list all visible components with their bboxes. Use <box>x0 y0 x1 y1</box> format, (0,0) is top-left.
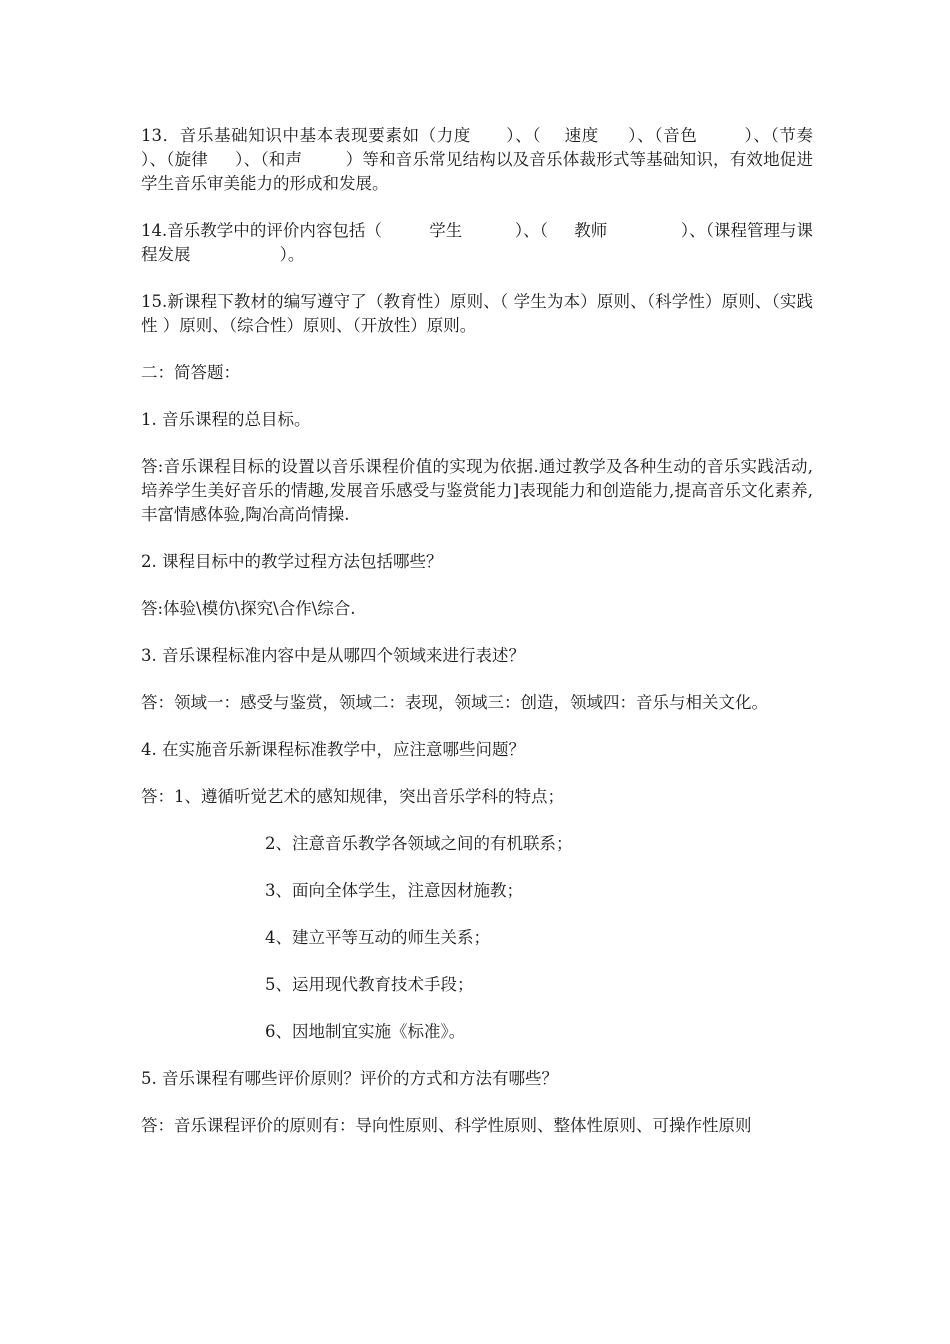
short-question-3: 3. 音乐课程标准内容中是从哪四个领域来进行表述？ <box>141 646 525 665</box>
short-answer-1: 答:音乐课程目标的设置以音乐课程价值的实现为依据.通过教学及各种生动的音乐实践活动,培养学生美好音乐的情趣,发展音乐感受与鉴赏能力]表现能力和创造能力,提高音乐文化素养,丰富情感体验,陶冶高尚情操. <box>141 457 813 524</box>
question-15: 15.新课程下教材的编写遵守了（教育性）原则、（ 学生为本）原则、（科学性）原则、（实践性 ）原则、（综合性）原则、（开放性）原则。 <box>141 292 813 335</box>
short-answer-4-item-4: 4、建立平等互动的师生关系； <box>265 928 490 947</box>
short-question-2: 2. 课程目标中的教学过程方法包括哪些？ <box>141 552 443 571</box>
question-14: 14.音乐教学中的评价内容包括（ 学生 ）、（ 教师 ）、（课程管理与课程发展 ）。 <box>141 221 813 264</box>
short-answer-4-item-1: 答：1、遵循听觉艺术的感知规律，突出音乐学科的特点； <box>141 787 564 806</box>
short-question-5: 5. 音乐课程有哪些评价原则？评价的方式和方法有哪些？ <box>141 1069 558 1088</box>
short-answer-4-item-3: 3、面向全体学生，注意因材施教； <box>265 881 523 900</box>
section-title-short-answer: 二：简答题： <box>141 363 240 382</box>
short-answer-3: 答：领域一：感受与鉴赏，领域二：表现，领域三：创造，领域四：音乐与相关文化。 <box>141 693 768 712</box>
short-answer-2: 答:体验\模仿\探究\合作\综合. <box>141 599 356 618</box>
short-answer-4-item-5: 5、运用现代教育技术手段； <box>265 975 474 994</box>
document-body <box>141 124 834 1161</box>
short-question-1: 1. 音乐课程的总目标。 <box>141 410 311 429</box>
short-answer-4-item-6: 6、因地制宜实施《标准》。 <box>265 1022 466 1041</box>
short-question-4: 4. 在实施音乐新课程标准教学中，应注意哪些问题？ <box>141 740 525 759</box>
short-answer-4-item-2: 2、注意音乐教学各领域之间的有机联系； <box>265 834 573 853</box>
question-13: 13．音乐基础知识中基本表现要素如（力度 ）、（ 速度 ）、（音色 ）、（节奏 ）、（旋律 ）、（和声 ）等和音乐常见结构以及音乐体裁形式等基础知识，有效地促进学生音乐审美能力的形成和发展。 <box>141 126 834 193</box>
short-answer-5: 答：音乐课程评价的原则有：导向性原则、科学性原则、整体性原则、可操作性原则 <box>141 1116 752 1135</box>
